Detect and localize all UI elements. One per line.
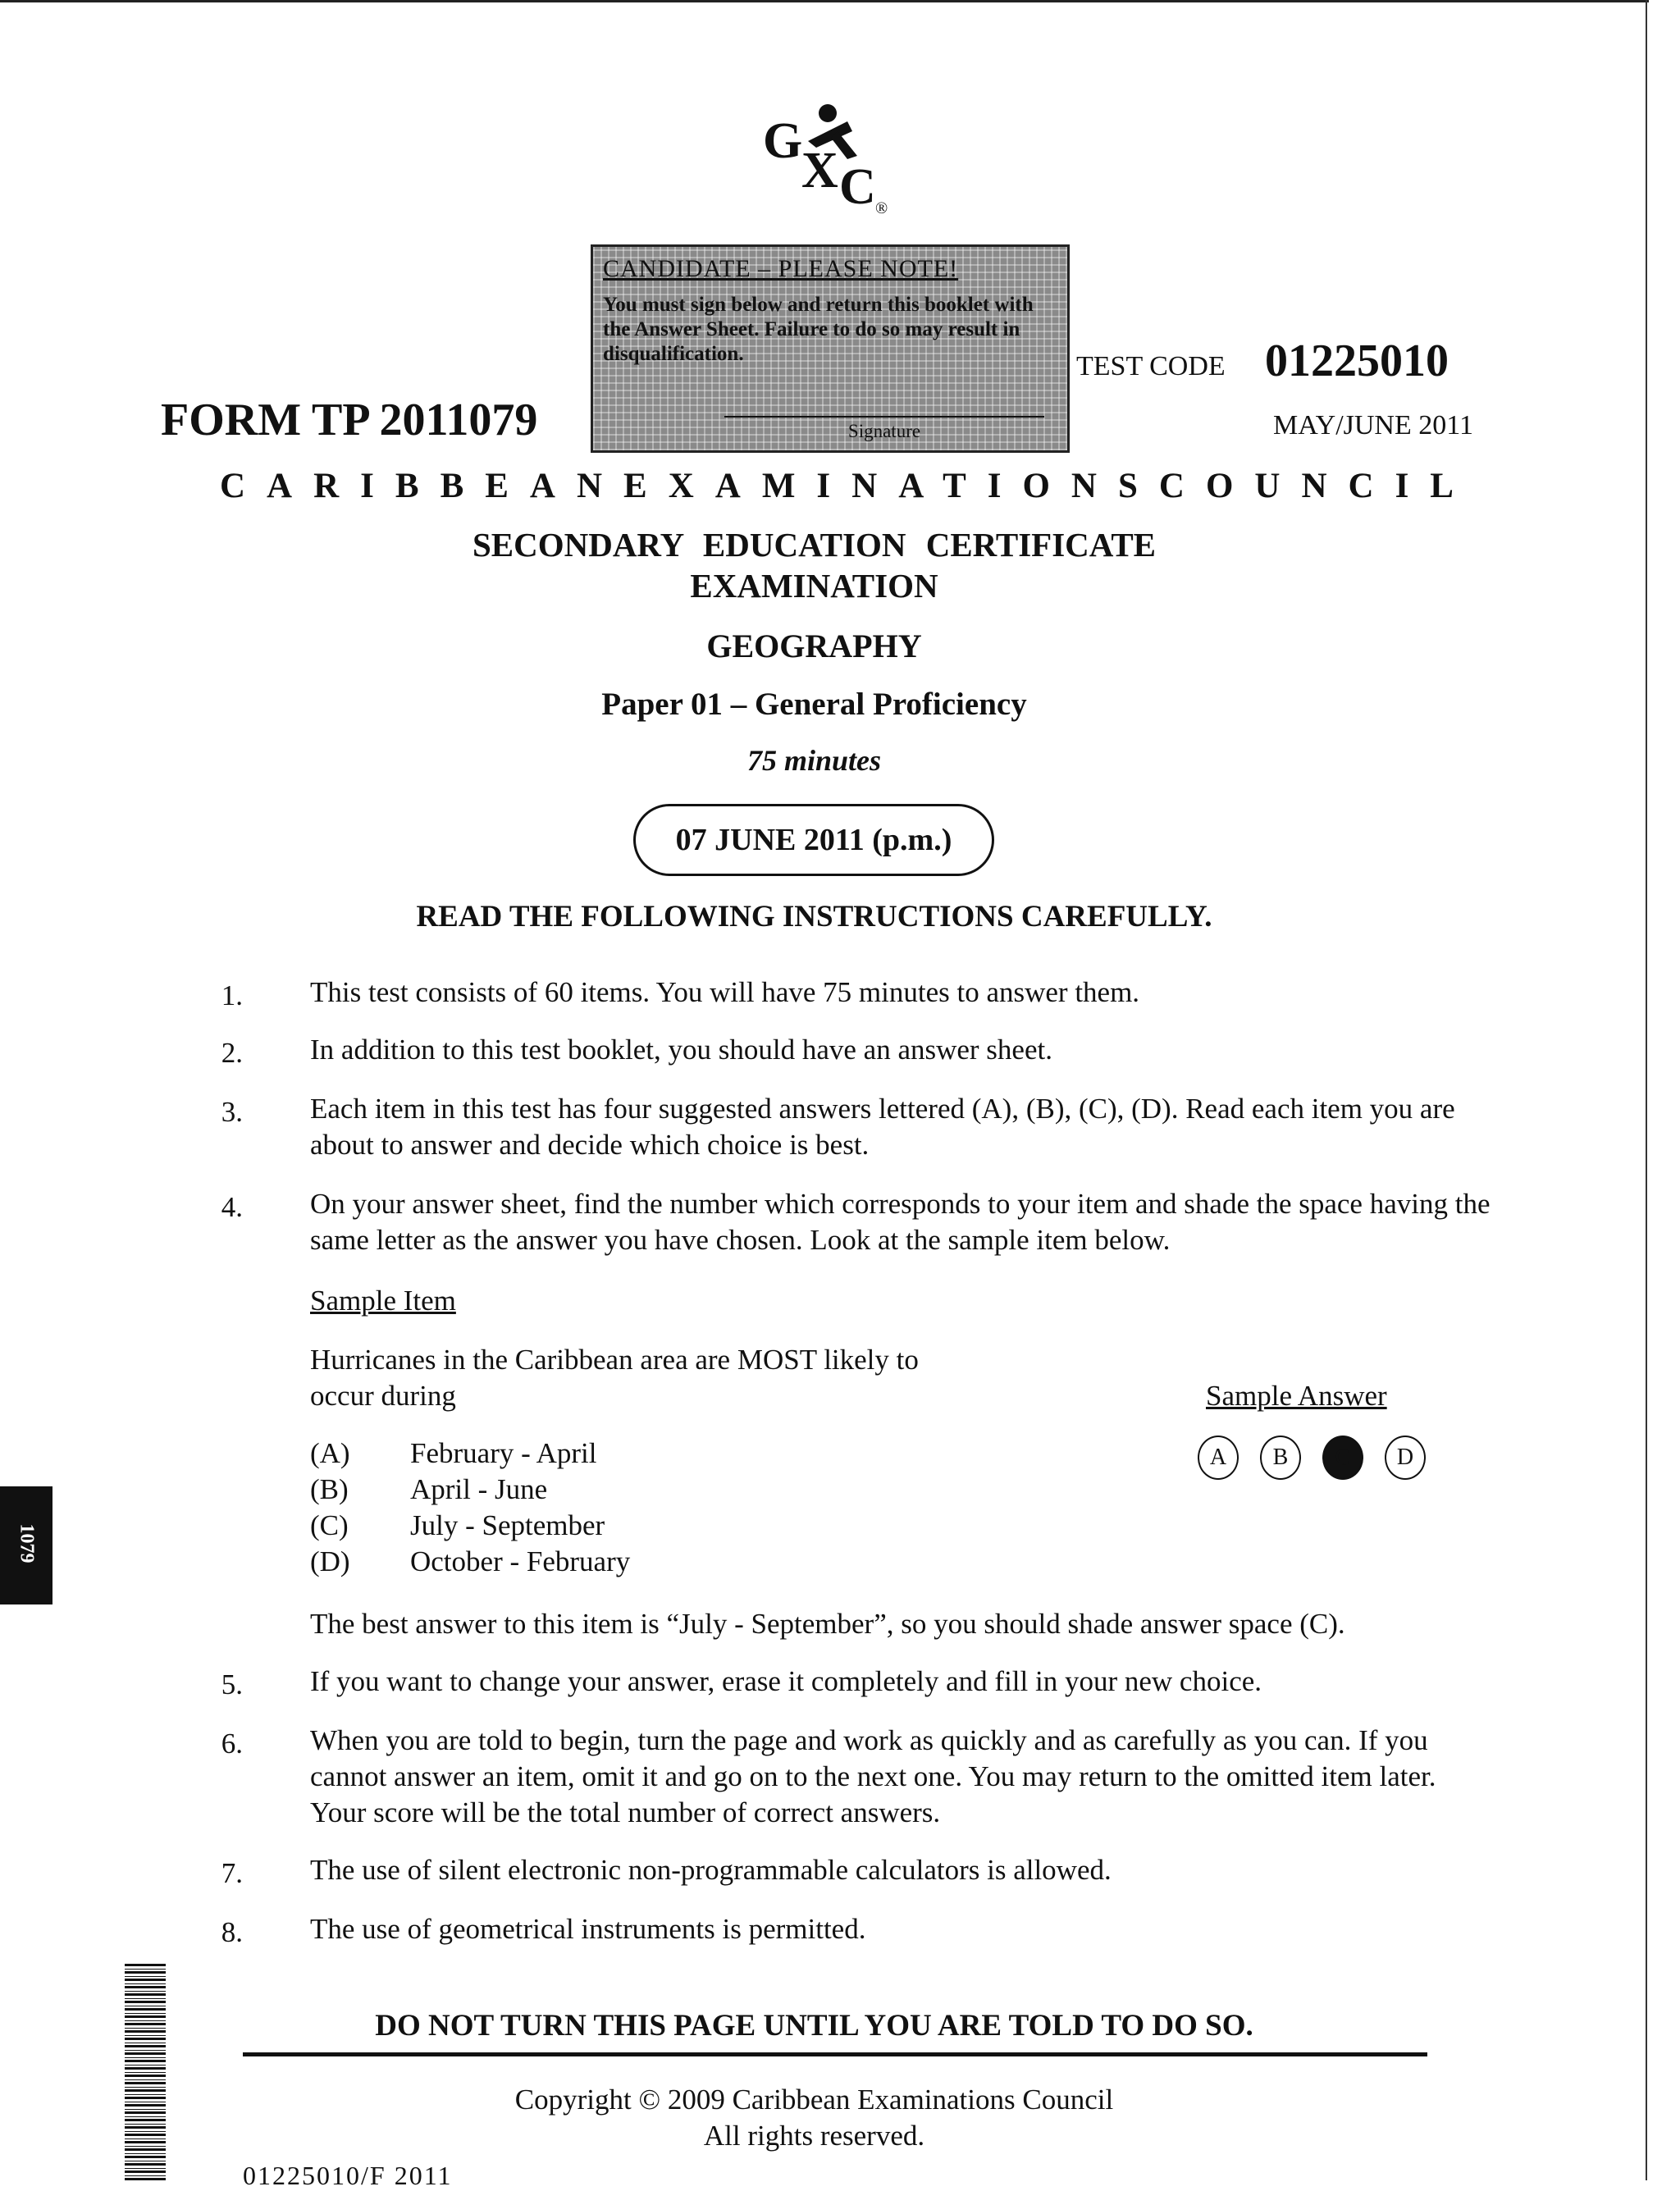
council-name (220, 466, 1475, 506)
signature-line[interactable] (724, 416, 1044, 418)
svg-text:C: C (839, 159, 876, 215)
option-letter: (A) (310, 1437, 350, 1469)
answer-bubble-c-shaded: C (1322, 1436, 1363, 1480)
instruction-number: 1. (221, 979, 243, 1011)
council-word: EXAMINATIONS (623, 467, 1159, 505)
exam-title-line1: SECONDARY EDUCATION CERTIFICATE (472, 526, 1157, 564)
instruction-text: The use of silent electronic non-programmable calculators is allowed. (310, 1854, 1112, 1886)
test-code-label: TEST CODE (1076, 351, 1226, 381)
exam-session: MAY/JUNE 2011 (1272, 410, 1473, 440)
svg-text:®: ® (875, 199, 888, 217)
answer-bubble-d: D (1385, 1436, 1426, 1480)
test-code-value: 01225010 (1265, 335, 1449, 386)
instruction-text: If you want to change your answer, erase it completely and fill in your new choice. (310, 1665, 1262, 1697)
exam-title-line2: EXAMINATION (690, 567, 938, 605)
option-text: October - February (410, 1545, 631, 1577)
instruction-text: The use of geometrical instruments is permitted. (310, 1913, 866, 1945)
do-not-turn-warning: DO NOT TURN THIS PAGE UNTIL YOU ARE TOLD TO DO SO. (375, 2009, 1253, 2043)
instruction-text: When you are told to begin, turn the page and work as quickly and as carefully as you can. If you cannot answer an item, omit it and go on to the next one. You may return to the omitted item later. Your score will be the total number of correct answers. (310, 1724, 1436, 1828)
option-letter: (B) (310, 1473, 349, 1505)
instruction-number: 5. (221, 1668, 243, 1700)
instruction-number: 6. (221, 1728, 243, 1760)
subject-title: GEOGRAPHY (706, 628, 922, 664)
instruction-number: 7. (221, 1857, 243, 1889)
signature-label: Signature (847, 421, 921, 441)
duration: 75 minutes (746, 744, 882, 777)
exam-date-box: 07 JUNE 2011 (p.m.) (633, 804, 994, 876)
right-border (1646, 0, 1647, 2180)
candidate-notice-box (591, 244, 1070, 453)
option-text: April - June (410, 1473, 548, 1505)
council-word: COUNCIL (1158, 467, 1475, 505)
copyright-notice: Copyright © 2009 Caribbean Examinations Council (514, 2084, 1114, 2116)
sample-item-title: Sample Item (310, 1285, 456, 1317)
side-tab-label: 1079 (16, 1523, 38, 1563)
instruction-text: This test consists of 60 items. You will have 75 minutes to answer them. (310, 976, 1140, 1008)
instruction-text: In addition to this test booklet, you should have an answer sheet. (310, 1034, 1052, 1066)
answer-bubble-a: A (1198, 1436, 1239, 1480)
council-word: CARIBBEAN (220, 467, 624, 505)
option-letter: (C) (310, 1509, 349, 1541)
instructions-heading: READ THE FOLLOWING INSTRUCTIONS CAREFULLY. (416, 900, 1212, 933)
option-letter: (D) (310, 1545, 350, 1577)
barcode (125, 1962, 166, 2180)
instruction-number: 8. (221, 1916, 243, 1948)
form-code: FORM TP 2011079 (161, 395, 538, 445)
footer-rule (243, 2052, 1427, 2056)
instruction-text: On your answer sheet, find the number which corresponds to your item and shade the space having the same letter as the answer you have chosen. Look at the sample item below. (310, 1188, 1491, 1256)
rights-reserved: All rights reserved. (703, 2120, 925, 2152)
sample-item-stem: Hurricanes in the Caribbean area are MOST likely to occur during (310, 1344, 919, 1412)
svg-text:G: G (763, 113, 803, 169)
cxc-logo (759, 98, 923, 221)
top-border (0, 0, 1649, 2)
instruction-number: 4. (221, 1191, 243, 1223)
instruction-text: Each item in this test has four suggested answers lettered (A), (B), (C), (D). Read each item you are about to answer and decide which choice is best. (310, 1093, 1455, 1161)
option-text: February - April (410, 1437, 597, 1469)
paper-title: Paper 01 – General Proficiency (601, 687, 1027, 722)
instruction-number: 3. (221, 1096, 243, 1128)
sample-explanation: The best answer to this item is “July - September”, so you should shade answer space (C). (310, 1608, 1345, 1640)
notice-title: CANDIDATE – PLEASE NOTE! (603, 255, 959, 282)
option-text: July - September (410, 1509, 605, 1541)
side-tab (0, 1486, 52, 1604)
svg-text:X: X (801, 143, 838, 199)
sample-answer-label: Sample Answer (1206, 1380, 1387, 1412)
footer-code: 01225010/F 2011 (243, 2161, 453, 2190)
notice-text: You must sign below and return this booklet with the Answer Sheet. Failure to do so may result in disqualification. (603, 294, 1034, 365)
instruction-number: 2. (221, 1037, 243, 1069)
answer-bubble-b: B (1260, 1436, 1301, 1480)
